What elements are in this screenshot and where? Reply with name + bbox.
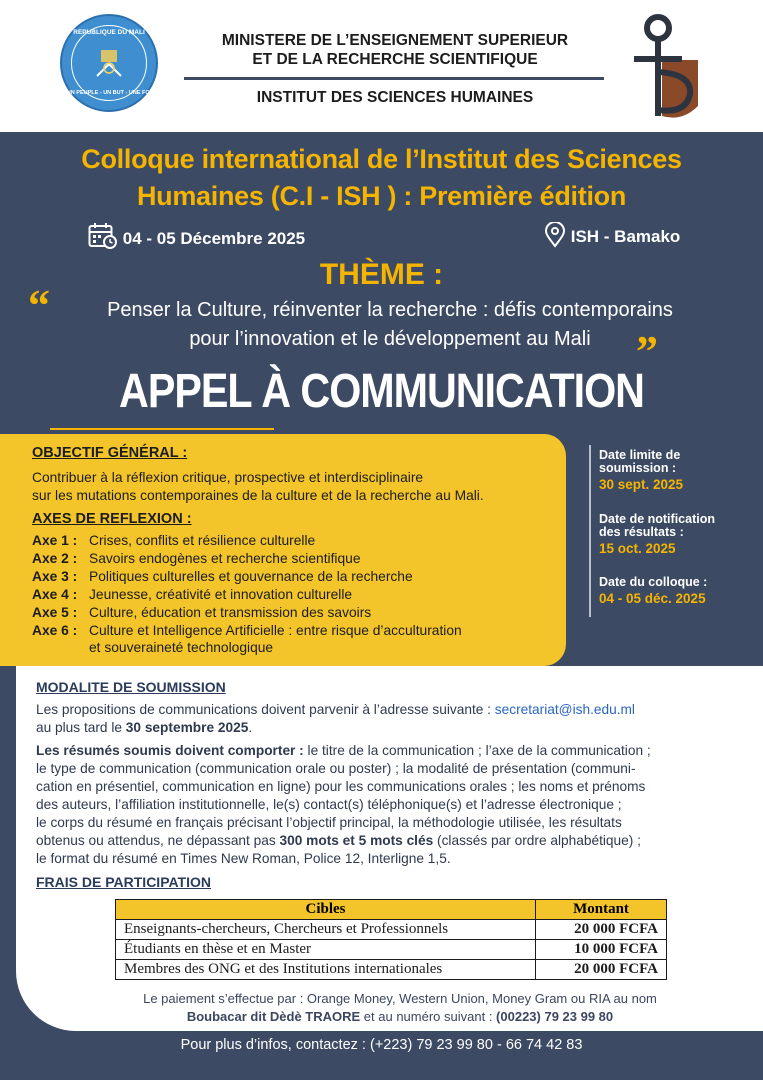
frais-heading: FRAIS DE PARTICIPATION: [36, 874, 211, 890]
institute-name: INSTITUT DES SCIENCES HUMAINES: [256, 89, 534, 106]
axe-num: Axe 3 :: [32, 569, 78, 584]
deadline-label-line: soumission :: [599, 461, 677, 475]
axe-item: [32, 622, 462, 640]
calendar-icon: [88, 222, 118, 250]
payment-line-1: Le paiement s’effectue par : Orange Money, Western Union, Money Gram ou RIA au nom: [143, 991, 657, 1006]
axe-6-continuation: et souveraineté technologique: [89, 640, 274, 655]
contact-email-link[interactable]: secretariat@ish.edu.ml: [494, 702, 635, 717]
heading-underline: [50, 428, 274, 430]
objectif-line-1: Contribuer à la réflexion critique, prospective et interdisciplinaire: [32, 470, 424, 485]
title-line-2: Humaines (C.I - ISH ) : Première édition: [136, 181, 627, 211]
resume-line-5: le corps du résumé en français précisant l’objectif principal, la méthodologie utilisée, les résultats: [36, 815, 622, 830]
event-date-text: 04 - 05 Décembre 2025: [122, 229, 306, 248]
resume-text: (classés par ordre alphabétique) ;: [433, 833, 641, 848]
axe-item: [32, 550, 361, 568]
resume-line-1: [36, 742, 651, 760]
theme-text: [40, 296, 740, 354]
axe-num: Axe 1 :: [32, 533, 78, 548]
objectif-line-2: sur les mutations contemporaines de la culture et de la recherche au Mali.: [32, 488, 484, 503]
event-date: [88, 222, 305, 250]
axe-num: Axe 4 :: [32, 587, 78, 602]
table-row: [116, 960, 667, 980]
modalite-intro: Les propositions de communications doivent parvenir à l’adresse suivante :: [36, 702, 495, 717]
ministry-line-1: MINISTERE DE L’ENSEIGNEMENT SUPERIEUR: [221, 32, 569, 49]
event-location-text: ISH - Bamako: [570, 227, 681, 246]
objectives-panel: [0, 434, 566, 666]
seal-top-text: REPUBLIQUE DU MALI: [73, 29, 145, 36]
event-location: [544, 222, 680, 248]
resume-lead: Les résumés soumis doivent comporter :: [36, 743, 304, 758]
modalite-deadline-line: [36, 719, 252, 737]
axe-text: Jeunesse, créativité et innovation culturelle: [89, 587, 353, 602]
modalite-paragraph-1: [36, 701, 635, 719]
seal-bottom-text: UN PEUPLE - UN BUT - UNE FOI: [66, 90, 152, 96]
deadline-date: 30 septembre 2025: [125, 720, 249, 735]
resume-text: obtenus ou attendus, ne dépassant pas: [36, 833, 280, 848]
fee-target: Enseignants-chercheurs, Chercheurs et Professionnels: [116, 920, 536, 940]
payment-mid: et au numéro suivant :: [360, 1009, 497, 1024]
payment-line-2: [60, 1008, 740, 1026]
mali-seal-logo: [60, 14, 158, 112]
resume-line-3: cation en présentiel, communication en ligne) pour les communications orales ; les noms et prénoms: [36, 779, 646, 794]
axes-heading: AXES DE REFLEXION :: [32, 511, 192, 527]
resume-line-2: le type de communication (communication orale ou poster) ; la modalité de présentation (communi-: [36, 761, 636, 776]
deadline-intro: au plus tard le: [36, 720, 126, 735]
deadline-label: [599, 449, 680, 475]
theme-line-2: pour l’innovation et le développement au Mali: [189, 328, 591, 350]
footer-contact: Pour plus d’infos, contactez : (+223) 79 23 99 80 - 66 74 42 83: [180, 1037, 583, 1053]
header-band: [0, 0, 763, 132]
table-row: [116, 940, 667, 960]
table-row: [116, 920, 667, 940]
axe-text: Politiques culturelles et gouvernance de la recherche: [89, 569, 413, 584]
call-for-papers-heading: APPEL À COMMUNICATION: [119, 365, 644, 418]
deadline-label: [599, 576, 707, 589]
axe-num: Axe 6 :: [32, 623, 78, 638]
resume-line-4: des auteurs, l’affiliation institutionnelle, le(s) contact(s) téléphonique(s) et l’adresse électronique ;: [36, 797, 622, 812]
header-divider: [184, 77, 604, 80]
deadline-divider: [589, 445, 591, 617]
deadline-label-line: Date de notification: [599, 512, 715, 526]
resume-text: le titre de la communication ; l’axe de la communication ;: [303, 743, 651, 758]
axe-item: [32, 604, 371, 622]
theme-line-1: Penser la Culture, réinventer la recherche : défis contemporains: [107, 299, 673, 321]
title-line-1: Colloque international de l’Institut des Sciences: [81, 144, 682, 174]
axe-text: Culture, éducation et transmission des savoirs: [89, 605, 372, 620]
location-pin-icon: [544, 222, 566, 248]
deadline-label-line: Date du colloque :: [599, 575, 708, 589]
fees-table: [115, 899, 667, 980]
axe-num: Axe 2 :: [32, 551, 78, 566]
objectif-heading: OBJECTIF GÉNÉRAL :: [32, 445, 188, 461]
payment-number: (00223) 79 23 99 80: [496, 1009, 614, 1024]
axe-item: [32, 586, 352, 604]
close-quote: ”: [636, 327, 658, 376]
deadline-value: 30 sept. 2025: [599, 477, 684, 492]
fee-target: Étudiants en thèse et en Master: [116, 940, 536, 960]
fee-amount: 10 000 FCFA: [536, 940, 667, 960]
axe-item: [32, 568, 413, 586]
axe-item: [32, 532, 315, 550]
fee-target: Membres des ONG et des Institutions internationales: [116, 960, 536, 980]
deadline-end: .: [248, 720, 253, 735]
resume-line-6: [36, 832, 641, 850]
deadline-value: 15 oct. 2025: [599, 541, 676, 556]
fee-amount: 20 000 FCFA: [536, 920, 667, 940]
table-header-row: [116, 900, 667, 920]
column-header: Cibles: [116, 900, 536, 920]
ministry-name: [182, 31, 608, 69]
axe-text: Culture et Intelligence Artificielle : entre risque d’acculturation: [89, 623, 462, 638]
axe-text: Crises, conflits et résilience culturelle: [89, 533, 316, 548]
conference-title: [30, 141, 733, 215]
fee-amount: 20 000 FCFA: [536, 960, 667, 980]
payee-name: Boubacar dit Dèdè TRAORE: [186, 1009, 361, 1024]
deadline-label-line: Date limite de: [599, 448, 681, 462]
resume-line-7: le format du résumé en Times New Roman, Police 12, Interligne 1,5.: [36, 851, 451, 866]
deadline-value: 04 - 05 déc. 2025: [599, 591, 706, 606]
deadline-label-line: des résultats :: [599, 525, 684, 539]
open-quote: “: [28, 281, 50, 330]
axe-text: Savoirs endogènes et recherche scientifique: [89, 551, 361, 566]
axe-num: Axe 5 :: [32, 605, 78, 620]
modalite-heading: MODALITE DE SOUMISSION: [36, 679, 226, 695]
theme-label: THÈME :: [319, 258, 444, 291]
deadline-label: [599, 513, 715, 539]
ish-logo-icon: [628, 10, 704, 122]
seal-emblem-icon: [92, 46, 126, 80]
column-header: Montant: [536, 900, 667, 920]
word-limit: 300 mots et 5 mots clés: [279, 833, 434, 848]
ministry-line-2: ET DE LA RECHERCHE SCIENTIFIQUE: [252, 51, 538, 68]
